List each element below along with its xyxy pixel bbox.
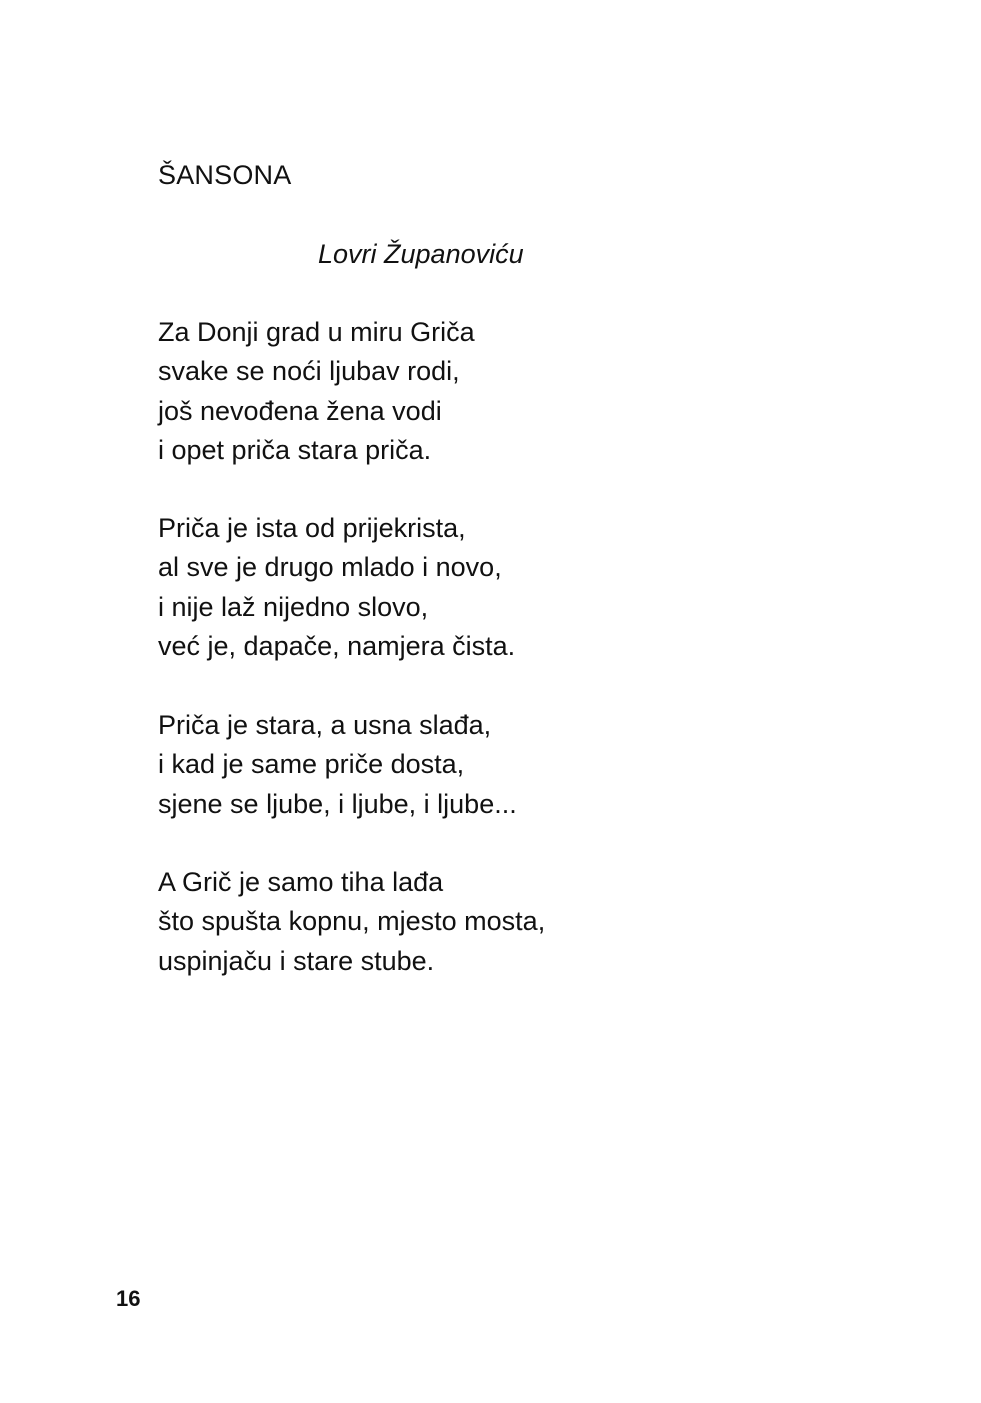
verse-line: svake se noći ljubav rodi, bbox=[158, 356, 460, 387]
verse-line: još nevođena žena vodi bbox=[158, 395, 442, 426]
verse-line: sjene se ljube, i ljube, i ljube... bbox=[158, 788, 517, 819]
verse-line: al sve je drugo mlado i novo, bbox=[158, 552, 502, 583]
poem-title: ŠANSONA bbox=[158, 160, 292, 190]
verse-line: i nije laž nijedno slovo, bbox=[158, 591, 429, 622]
page-number: 16 bbox=[116, 1286, 141, 1311]
stanza-4 bbox=[158, 863, 545, 981]
verse-line: i kad je same priče dosta, bbox=[158, 749, 465, 780]
stanza-3 bbox=[158, 706, 517, 824]
poem-dedication: Lovri Županoviću bbox=[318, 239, 524, 269]
verse-line: što spušta kopnu, mjesto mosta, bbox=[158, 906, 546, 937]
verse-line: Priča je ista od prijekrista, bbox=[158, 513, 466, 543]
stanza-2 bbox=[158, 509, 515, 666]
verse-line: uspinjaču i stare stube. bbox=[158, 945, 435, 976]
verse-line: A Grič je samo tiha lađa bbox=[158, 867, 444, 897]
stanza-1 bbox=[158, 313, 475, 470]
verse-line: Za Donji grad u miru Griča bbox=[158, 317, 475, 347]
verse-line: i opet priča stara priča. bbox=[158, 434, 432, 465]
verse-line: Priča je stara, a usna slađa, bbox=[158, 710, 492, 740]
verse-line: već je, dapače, namjera čista. bbox=[158, 630, 516, 661]
